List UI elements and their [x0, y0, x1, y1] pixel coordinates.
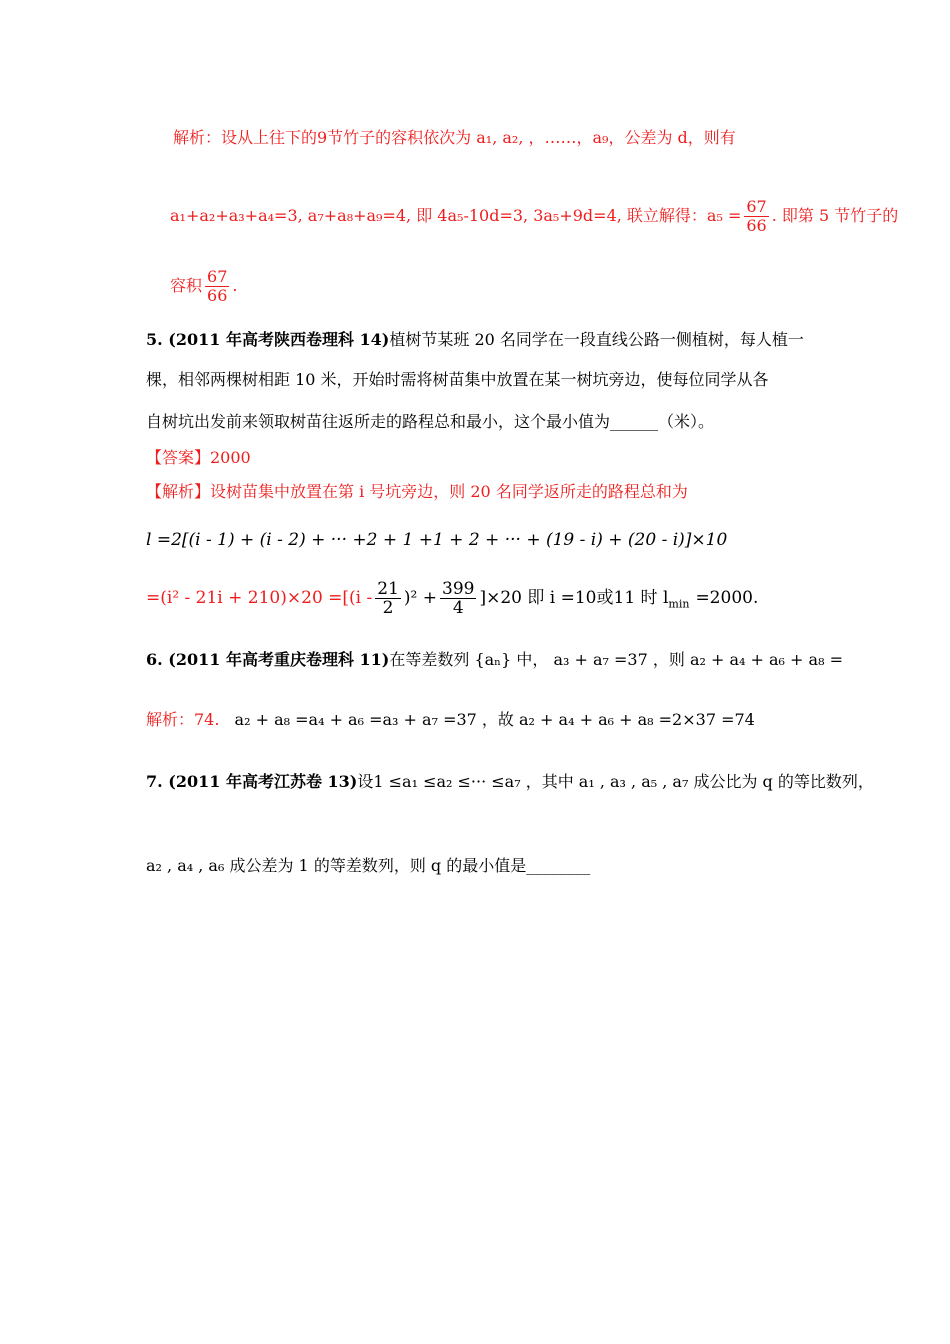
fraction-67-66-b — [205, 268, 229, 305]
question-5-line-2: 棵，相邻两棵树相距 10 米，开始时需将树苗集中放置在某一树坑旁边，使每位同学从各 — [146, 370, 769, 389]
fraction-numerator: 21 — [377, 579, 399, 599]
question-5-formula-2 — [146, 576, 758, 626]
solution-4-line-1: 解析：设从上往下的9节竹子的容积依次为 a₁, a₂, ，……，a₉，公差为 d，则有 — [173, 128, 736, 147]
solution-4-line-2 — [170, 196, 898, 236]
formula-2-result: =2000. — [695, 588, 759, 608]
question-7-line-1 — [146, 772, 874, 792]
formula-2-subscript: min — [668, 597, 690, 611]
fraction-67-66 — [744, 198, 768, 235]
formula-2-equals — [146, 588, 372, 608]
fraction-numerator: 399 — [442, 579, 475, 599]
fraction-21-2 — [375, 580, 401, 617]
question-7-label: 7. (2011 年高考江苏卷 13) — [146, 772, 358, 791]
solution-4-line-2-text: a₁+a₂+a₃+a₄=3, a₇+a₈+a₉=4, 即 4a₅-10d=3, 3a₅+9d=4, 联立解得：a₅ = — [170, 206, 742, 225]
question-7-line-2: a₂ , a₄ , a₆ 成公差为 1 的等差数列，则 q 的最小值是________ — [146, 856, 591, 875]
question-5-answer: 【答案】2000 — [146, 448, 251, 467]
fraction-denominator: 2 — [382, 598, 394, 618]
fraction-399-4 — [440, 580, 476, 617]
question-5-line-1 — [146, 330, 804, 350]
formula-2-tail: ]×20 即 i =10或11 时 l — [479, 588, 669, 608]
fraction-numerator: 67 — [746, 197, 767, 216]
question-6-solution — [146, 710, 755, 730]
solution-4-line-2-end: . 即第 5 节竹子的 — [771, 206, 899, 225]
question-5-formula-1: l =2[(i - 1) + (i - 2) + ··· +2 + 1 +1 + 2 + ··· + (19 - i) + (20 - i)]×10 — [146, 530, 728, 550]
solution-4-line-3-text: 容积 — [170, 276, 203, 295]
question-5-text: 植树节某班 20 名同学在一段直线公路一侧植树，每人植一 — [389, 330, 804, 349]
formula-2-start: =(i² - 21i + 210)×20 =[(i - — [146, 588, 373, 608]
fraction-denominator: 66 — [207, 286, 228, 305]
fraction-numerator: 67 — [207, 267, 228, 286]
question-7-text: 设1 ≤a₁ ≤a₂ ≤··· ≤a₇ ，其中 a₁ , a₃ , a₅ , a₇ 成公比为 q 的等比数列， — [357, 772, 874, 791]
question-5-analysis: 【解析】设树苗集中放置在第 i 号坑旁边，则 20 名同学返所走的路程总和为 — [146, 482, 688, 501]
question-6-text: 在等差数列 {aₙ} 中， a₃ + a₇ =37 ，则 a₂ + a₄ + a₆ + a₈ = — [389, 650, 843, 669]
solution-4-line-3-end: . — [232, 276, 238, 295]
question-6-solution-text: a₂ + a₈ =a₄ + a₆ =a₃ + a₇ =37 ，故 a₂ + a₄ + a₆ + a₈ =2×37 =74 — [234, 710, 755, 729]
question-5-line-3: 自树坑出发前来领取树苗往返所走的路程总和最小，这个最小值为______（米）。 — [146, 412, 715, 431]
question-5-label: 5. (2011 年高考陕西卷理科 14) — [146, 330, 390, 349]
question-6-solution-label: 解析：74. — [146, 710, 220, 729]
question-6-label: 6. (2011 年高考重庆卷理科 11) — [146, 650, 390, 669]
question-6-line — [146, 650, 843, 670]
formula-2-middle: )² + — [403, 588, 438, 608]
solution-4-line-3 — [170, 266, 237, 306]
fraction-denominator: 4 — [452, 598, 464, 618]
fraction-denominator: 66 — [746, 216, 767, 235]
